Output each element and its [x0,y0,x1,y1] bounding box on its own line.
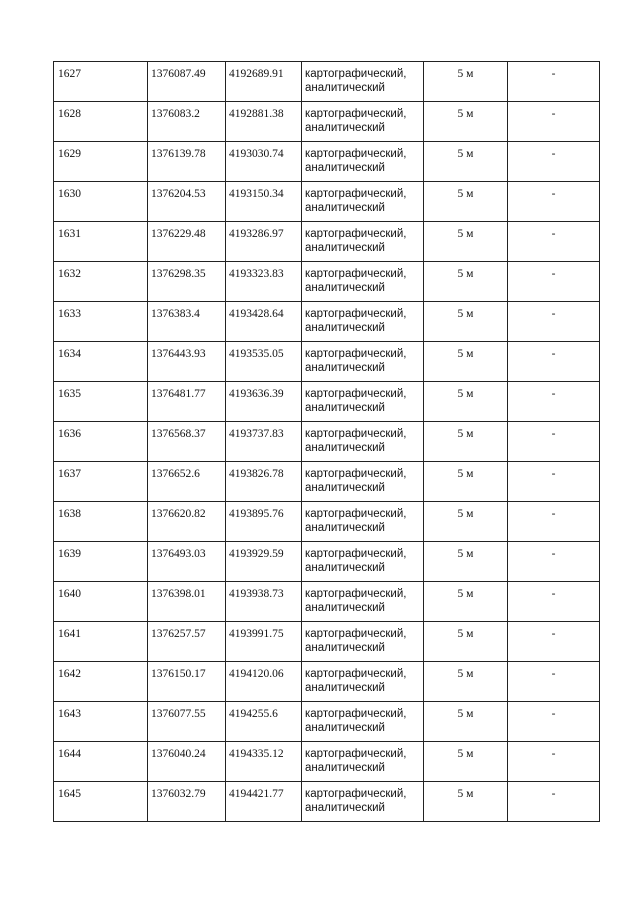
x-coordinate-cell: 1376493.03 [148,542,226,582]
x-coordinate-cell: 1376229.48 [148,222,226,262]
method-line-1: картографический, [305,308,407,320]
x-coordinate-cell: 1376087.49 [148,62,226,102]
note-cell: - [508,702,600,742]
x-coordinate-cell: 1376150.17 [148,662,226,702]
note-cell: - [508,382,600,422]
method-line-2: аналитический [305,442,385,454]
point-number-cell: 1630 [54,182,148,222]
method-line-1: картографический, [305,228,407,240]
method-line-2: аналитический [305,682,385,694]
y-coordinate-cell: 4193826.78 [226,462,302,502]
y-coordinate-cell: 4193929.59 [226,542,302,582]
method-line-2: аналитический [305,242,385,254]
method-line-2: аналитический [305,122,385,134]
accuracy-cell: 5 м [424,742,508,782]
method-line-2: аналитический [305,602,385,614]
method-line-1: картографический, [305,588,407,600]
method-cell [302,102,424,142]
note-cell: - [508,222,600,262]
y-coordinate-cell: 4192689.91 [226,62,302,102]
x-coordinate-cell: 1376077.55 [148,702,226,742]
method-cell [302,782,424,822]
note-cell: - [508,502,600,542]
method-cell [302,342,424,382]
y-coordinate-cell: 4193737.83 [226,422,302,462]
accuracy-cell: 5 м [424,382,508,422]
note-cell: - [508,62,600,102]
point-number-cell: 1636 [54,422,148,462]
point-number-cell: 1644 [54,742,148,782]
table-row [54,262,600,302]
point-number-cell: 1637 [54,462,148,502]
point-number-cell: 1635 [54,382,148,422]
method-cell [302,262,424,302]
note-cell: - [508,342,600,382]
y-coordinate-cell: 4193535.05 [226,342,302,382]
note-cell: - [508,182,600,222]
point-number-cell: 1638 [54,502,148,542]
method-line-1: картографический, [305,788,407,800]
method-line-1: картографический, [305,268,407,280]
method-line-2: аналитический [305,202,385,214]
point-number-cell: 1640 [54,582,148,622]
note-cell: - [508,462,600,502]
table-row [54,302,600,342]
table-row [54,782,600,822]
accuracy-cell: 5 м [424,422,508,462]
note-cell: - [508,582,600,622]
method-line-2: аналитический [305,522,385,534]
y-coordinate-cell: 4193636.39 [226,382,302,422]
table-row [54,382,600,422]
accuracy-cell: 5 м [424,462,508,502]
y-coordinate-cell: 4194120.06 [226,662,302,702]
table-row [54,182,600,222]
method-line-2: аналитический [305,802,385,814]
accuracy-cell: 5 м [424,502,508,542]
method-line-2: аналитический [305,722,385,734]
method-line-1: картографический, [305,508,407,520]
accuracy-cell: 5 м [424,342,508,382]
table-row [54,662,600,702]
accuracy-cell: 5 м [424,182,508,222]
method-line-2: аналитический [305,322,385,334]
note-cell: - [508,662,600,702]
y-coordinate-cell: 4193150.34 [226,182,302,222]
x-coordinate-cell: 1376652.6 [148,462,226,502]
y-coordinate-cell: 4192881.38 [226,102,302,142]
method-cell [302,62,424,102]
accuracy-cell: 5 м [424,102,508,142]
accuracy-cell: 5 м [424,62,508,102]
method-line-2: аналитический [305,282,385,294]
method-line-1: картографический, [305,708,407,720]
point-number-cell: 1642 [54,662,148,702]
note-cell: - [508,102,600,142]
method-line-1: картографический, [305,388,407,400]
note-cell: - [508,622,600,662]
y-coordinate-cell: 4194255.6 [226,702,302,742]
x-coordinate-cell: 1376481.77 [148,382,226,422]
accuracy-cell: 5 м [424,662,508,702]
x-coordinate-cell: 1376298.35 [148,262,226,302]
point-number-cell: 1634 [54,342,148,382]
x-coordinate-cell: 1376383.4 [148,302,226,342]
accuracy-cell: 5 м [424,302,508,342]
method-cell [302,182,424,222]
table-row [54,702,600,742]
table-row [54,142,600,182]
x-coordinate-cell: 1376083.2 [148,102,226,142]
x-coordinate-cell: 1376040.24 [148,742,226,782]
note-cell: - [508,262,600,302]
note-cell: - [508,422,600,462]
table-row [54,582,600,622]
method-cell [302,542,424,582]
accuracy-cell: 5 м [424,782,508,822]
accuracy-cell: 5 м [424,702,508,742]
y-coordinate-cell: 4194421.77 [226,782,302,822]
y-coordinate-cell: 4194335.12 [226,742,302,782]
method-line-2: аналитический [305,362,385,374]
method-line-1: картографический, [305,428,407,440]
method-cell [302,462,424,502]
y-coordinate-cell: 4193895.76 [226,502,302,542]
note-cell: - [508,742,600,782]
method-line-1: картографический, [305,668,407,680]
coordinates-table [53,61,600,822]
table-row [54,542,600,582]
x-coordinate-cell: 1376443.93 [148,342,226,382]
point-number-cell: 1641 [54,622,148,662]
accuracy-cell: 5 м [424,582,508,622]
point-number-cell: 1627 [54,62,148,102]
method-cell [302,662,424,702]
method-line-2: аналитический [305,562,385,574]
method-cell [302,222,424,262]
point-number-cell: 1628 [54,102,148,142]
method-line-1: картографический, [305,628,407,640]
method-line-1: картографический, [305,108,407,120]
y-coordinate-cell: 4193428.64 [226,302,302,342]
method-line-2: аналитический [305,762,385,774]
x-coordinate-cell: 1376568.37 [148,422,226,462]
y-coordinate-cell: 4193286.97 [226,222,302,262]
method-line-2: аналитический [305,482,385,494]
method-cell [302,582,424,622]
table-row [54,222,600,262]
method-line-1: картографический, [305,148,407,160]
method-cell [302,142,424,182]
method-line-1: картографический, [305,188,407,200]
x-coordinate-cell: 1376620.82 [148,502,226,542]
accuracy-cell: 5 м [424,262,508,302]
y-coordinate-cell: 4193938.73 [226,582,302,622]
method-cell [302,422,424,462]
note-cell: - [508,142,600,182]
point-number-cell: 1631 [54,222,148,262]
point-number-cell: 1639 [54,542,148,582]
accuracy-cell: 5 м [424,622,508,662]
method-cell [302,502,424,542]
y-coordinate-cell: 4193991.75 [226,622,302,662]
method-cell [302,742,424,782]
x-coordinate-cell: 1376257.57 [148,622,226,662]
table-row [54,622,600,662]
method-cell [302,622,424,662]
method-cell [302,302,424,342]
table-row [54,422,600,462]
y-coordinate-cell: 4193030.74 [226,142,302,182]
x-coordinate-cell: 1376398.01 [148,582,226,622]
x-coordinate-cell: 1376139.78 [148,142,226,182]
method-line-1: картографический, [305,68,407,80]
method-line-1: картографический, [305,748,407,760]
accuracy-cell: 5 м [424,142,508,182]
table-row [54,462,600,502]
coordinates-table-body [54,62,600,822]
table-row [54,742,600,782]
method-line-1: картографический, [305,468,407,480]
table-row [54,102,600,142]
accuracy-cell: 5 м [424,542,508,582]
method-cell [302,702,424,742]
point-number-cell: 1633 [54,302,148,342]
x-coordinate-cell: 1376032.79 [148,782,226,822]
point-number-cell: 1629 [54,142,148,182]
note-cell: - [508,782,600,822]
point-number-cell: 1632 [54,262,148,302]
y-coordinate-cell: 4193323.83 [226,262,302,302]
accuracy-cell: 5 м [424,222,508,262]
method-line-2: аналитический [305,162,385,174]
point-number-cell: 1643 [54,702,148,742]
table-row [54,62,600,102]
method-line-2: аналитический [305,82,385,94]
note-cell: - [508,302,600,342]
method-line-2: аналитический [305,402,385,414]
table-row [54,342,600,382]
note-cell: - [508,542,600,582]
point-number-cell: 1645 [54,782,148,822]
x-coordinate-cell: 1376204.53 [148,182,226,222]
method-line-2: аналитический [305,642,385,654]
method-line-1: картографический, [305,548,407,560]
method-line-1: картографический, [305,348,407,360]
table-row [54,502,600,542]
method-cell [302,382,424,422]
